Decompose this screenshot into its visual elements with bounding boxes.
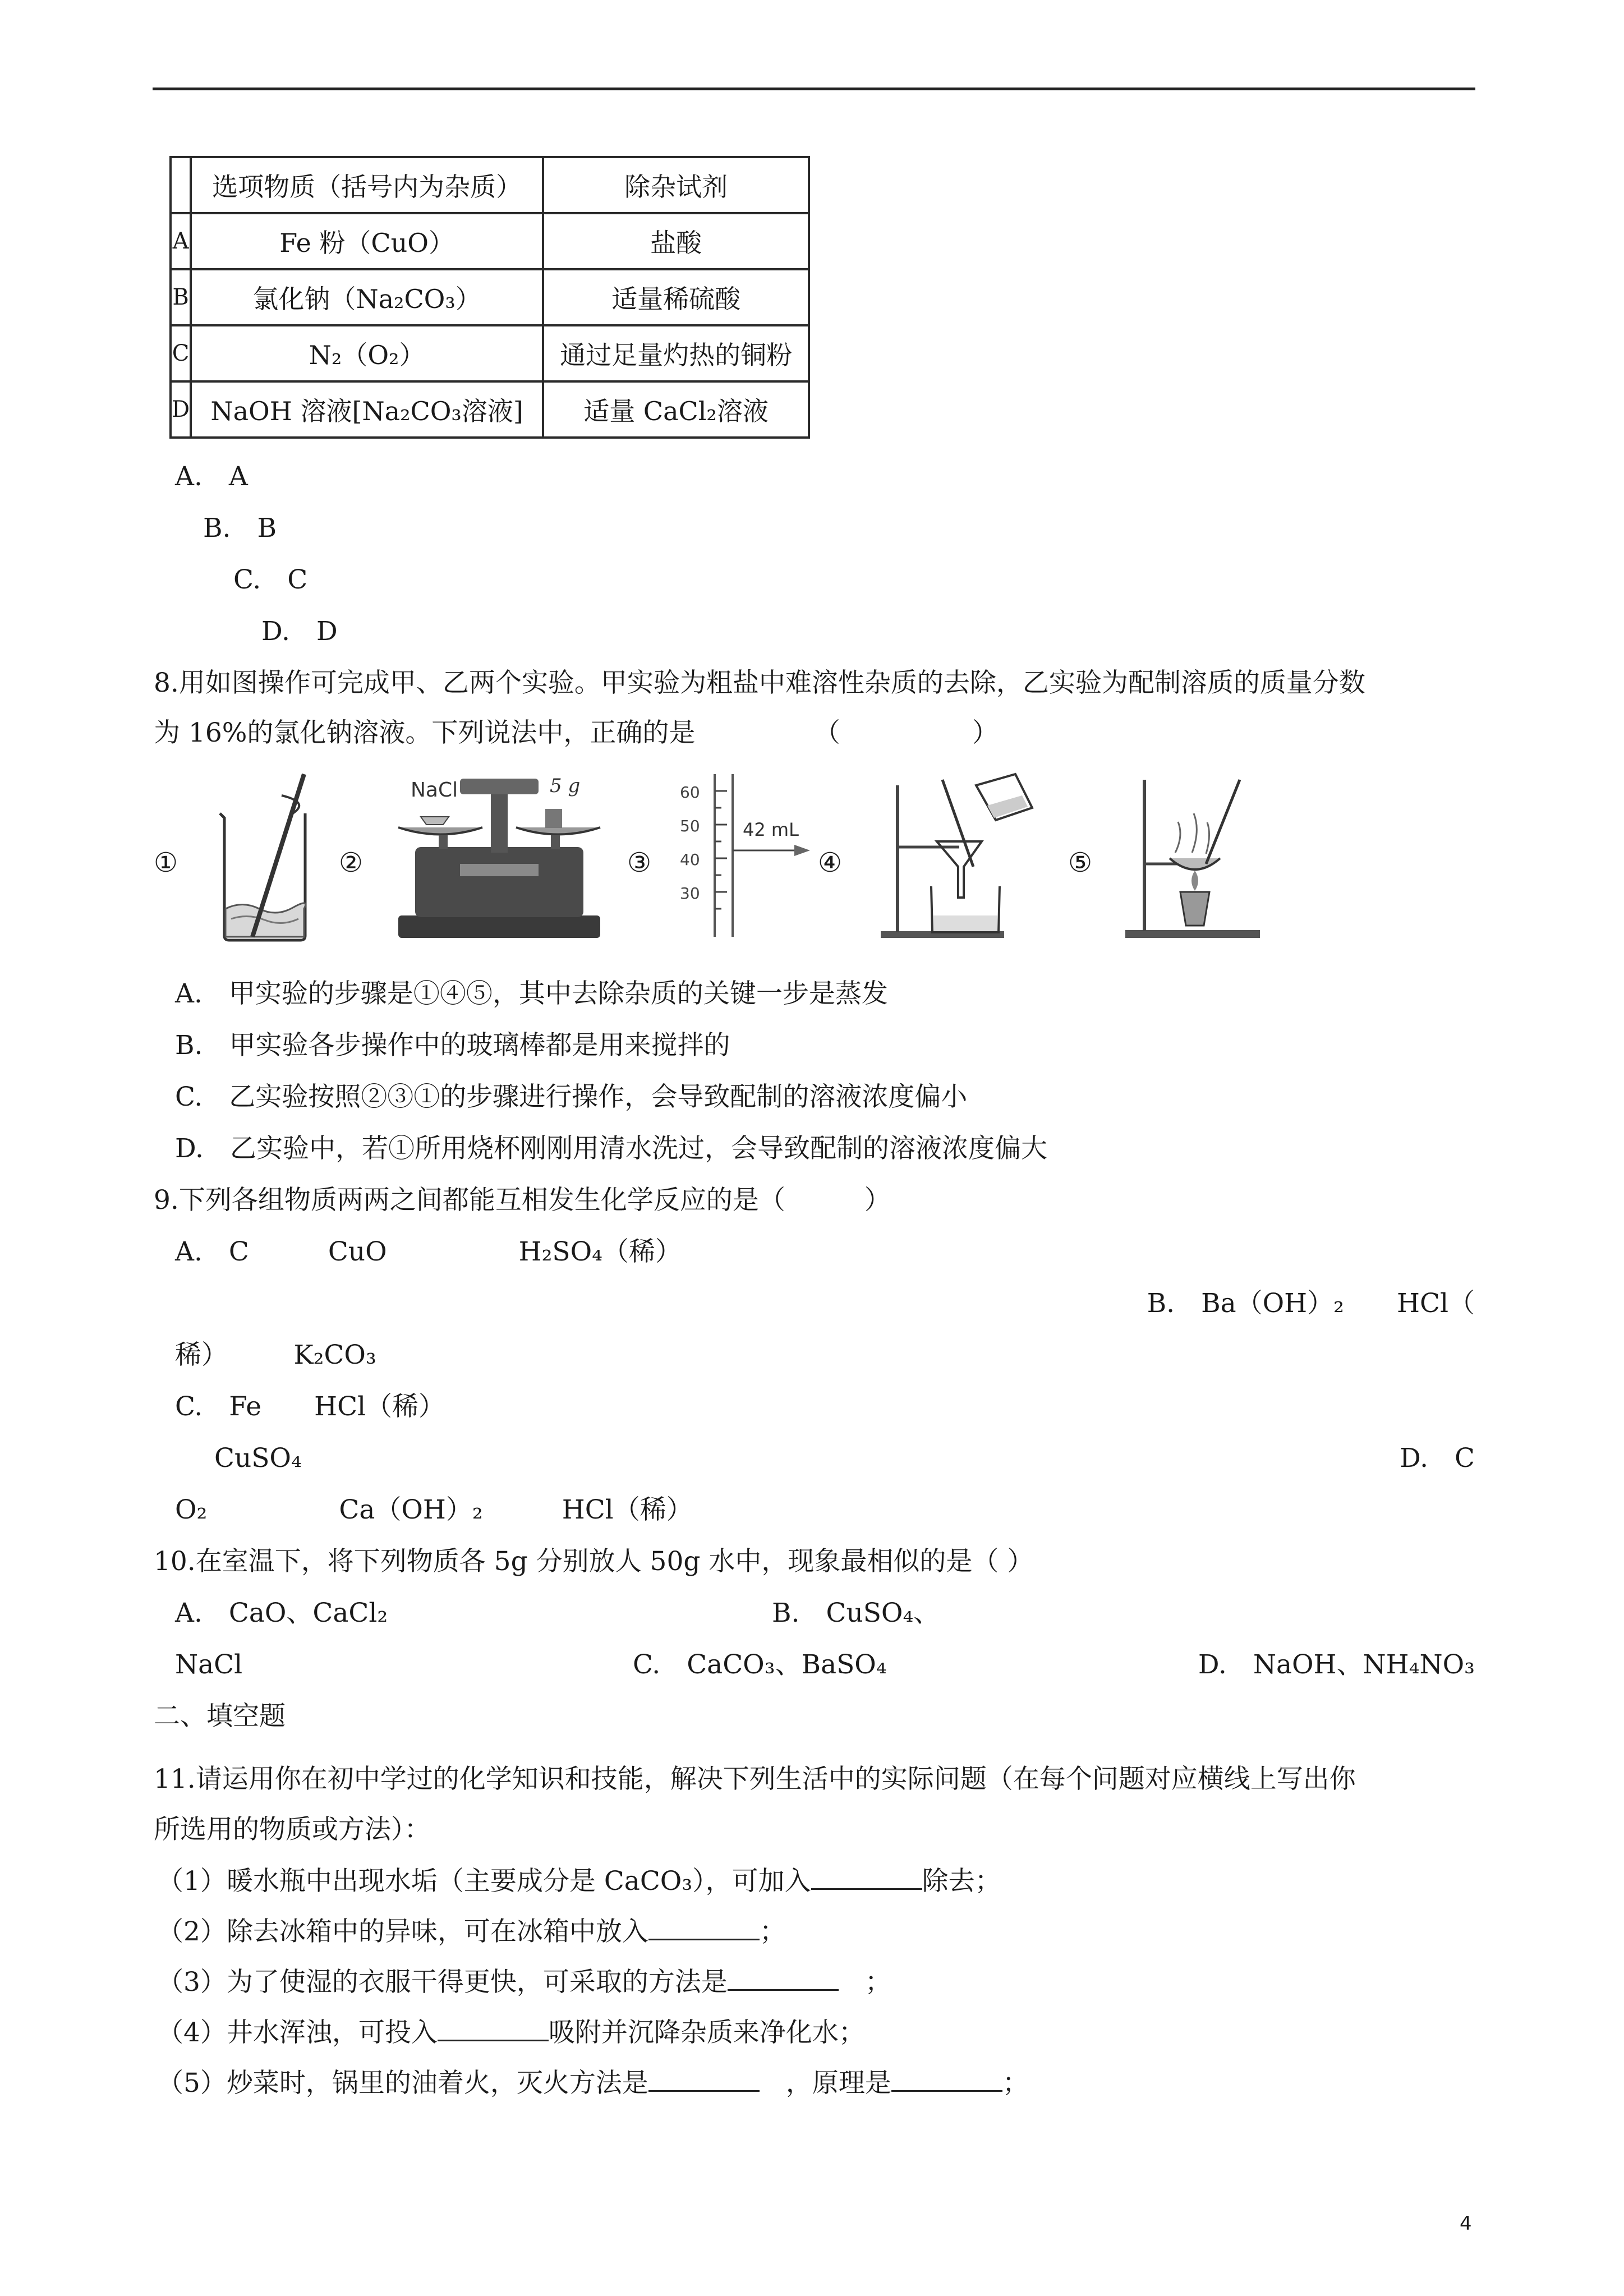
q10-option-b-line1[interactable]: B. CuSO₄、 [772, 1598, 940, 1628]
q11-item-text: ； [838, 1967, 891, 1998]
q11-item-text: （1）暖水瓶中出现水垢（主要成分是 CaCO₃），可加入 [157, 1866, 811, 1897]
q7-option-b[interactable]: B. B [203, 513, 277, 544]
q11-item-text: ，原理是 [759, 2068, 891, 2099]
filtration-illustration [875, 769, 1043, 942]
options-table [169, 156, 810, 439]
header-rule [153, 88, 1475, 90]
q9-option-b-line2[interactable]: 稀） K₂CO₃ [175, 1340, 376, 1370]
row-label: C [171, 325, 191, 381]
q10-option-c[interactable]: C. CaCO₃、BaSO₄ [633, 1649, 887, 1680]
q7-option-c[interactable]: C. C [233, 564, 308, 595]
figure-marker-2: ② [339, 847, 364, 878]
q9-option-d-line2[interactable]: O₂ Ca（OH）₂ HCl（稀） [175, 1494, 693, 1525]
q11-stem-line2: 所选用的物质或方法）： [154, 1814, 431, 1845]
q11-stem-line1: 11.请运用你在初中学过的化学知识和技能，解决下列生活中的实际问题（在每个问题对应横线上写出你 [154, 1764, 1356, 1795]
q9-option-b-line1[interactable]: B. Ba（OH）₂ HCl（ [1147, 1288, 1475, 1319]
answer-blank[interactable] [438, 2015, 549, 2041]
reagent-cell: 盐酸 [543, 213, 809, 269]
reagent-cell: 适量 CaCl₂溶液 [543, 381, 809, 438]
cylinder-tick-60: 60 [680, 783, 700, 802]
cylinder-reading-label: 42 mL [743, 819, 799, 840]
table-row [171, 325, 809, 381]
reagent-cell: 通过足量灼热的铜粉 [543, 325, 809, 381]
q7-option-a[interactable]: A. A [175, 461, 248, 492]
page-number: 4 [1460, 2212, 1472, 2235]
q11-item-text: （5）炒菜时，锅里的油着火，灭火方法是 [157, 2068, 648, 2099]
q9-option-c-line2[interactable]: CuSO₄ [214, 1443, 302, 1474]
q8-option-a[interactable]: A. 甲实验的步骤是①④⑤，其中去除杂质的关键一步是蒸发 [175, 978, 888, 1009]
row-label: B [171, 269, 191, 325]
q11-item-5 [157, 2065, 1029, 2100]
table-header-substance: 选项物质（括号内为杂质） [191, 157, 543, 213]
figure-marker-3: ③ [627, 847, 652, 878]
q10-option-a[interactable]: A. CaO、CaCl₂ [175, 1598, 388, 1628]
cylinder-tick-50: 50 [680, 817, 700, 835]
q8-stem-line1: 8.用如图操作可完成甲、乙两个实验。甲实验为粗盐中难溶性杂质的去除，乙实验为配制溶质的质量分数 [154, 668, 1365, 698]
table-cell [171, 157, 191, 213]
answer-blank[interactable] [891, 2065, 1002, 2092]
section-heading: 二、填空题 [154, 1701, 286, 1732]
q9-option-d-line1[interactable]: D. C [1400, 1443, 1475, 1474]
q8-option-c[interactable]: C. 乙实验按照②③①的步骤进行操作，会导致配制的溶液浓度偏小 [175, 1082, 968, 1112]
table-header-reagent: 除杂试剂 [543, 157, 809, 213]
graduated-cylinder-illustration [665, 769, 817, 942]
table-row [171, 269, 809, 325]
answer-blank[interactable] [811, 1864, 922, 1890]
q11-item-3 [157, 1964, 891, 1999]
figure-marker-1: ① [154, 847, 178, 878]
q9-option-a[interactable]: A. C CuO H₂SO₄（稀） [175, 1236, 682, 1267]
q11-item-text: （2）除去冰箱中的异味，可在冰箱中放入 [157, 1916, 648, 1947]
balance-nacl-label: NaCl [411, 779, 458, 802]
q11-item-4 [157, 2015, 865, 2050]
row-label: A [171, 213, 191, 269]
q9-option-c-line1[interactable]: C. Fe HCl（稀） [175, 1391, 445, 1422]
substance-cell: Fe 粉（CuO） [191, 213, 543, 269]
figure-marker-4: ④ [818, 847, 843, 878]
table-row [171, 381, 809, 438]
cylinder-tick-40: 40 [680, 850, 700, 869]
substance-cell: NaOH 溶液[Na₂CO₃溶液] [191, 381, 543, 438]
q8-option-d[interactable]: D. 乙实验中，若①所用烧杯刚刚用清水洗过，会导致配制的溶液浓度偏大 [175, 1133, 1047, 1164]
q7-option-d[interactable]: D. D [261, 616, 338, 647]
substance-cell: N₂（O₂） [191, 325, 543, 381]
beaker-stirring-illustration [209, 769, 321, 942]
q9-stem: 9.下列各组物质两两之间都能互相发生化学反应的是（ ） [154, 1185, 891, 1216]
answer-blank[interactable] [728, 1964, 839, 1991]
table-header-row [171, 157, 809, 213]
q11-item-2 [157, 1914, 786, 1949]
cylinder-tick-30: 30 [680, 884, 700, 903]
q11-item-text: ； [759, 1916, 786, 1947]
q11-item-text: （4）井水浑浊，可投入 [157, 2017, 438, 2048]
balance-illustration [387, 769, 611, 942]
q11-item-1 [157, 1864, 1001, 1898]
figure-marker-5: ⑤ [1068, 847, 1093, 878]
substance-cell: 氯化钠（Na₂CO₃） [191, 269, 543, 325]
q11-item-text: （3）为了使湿的衣服干得更快，可采取的方法是 [157, 1967, 728, 1998]
evaporation-illustration [1122, 769, 1268, 942]
reagent-cell: 适量稀硫酸 [543, 269, 809, 325]
row-label: D [171, 381, 191, 438]
q8-stem-line2: 为 16%的氯化钠溶液。下列说法中，正确的是 （ ） [154, 717, 999, 748]
q8-option-b[interactable]: B. 甲实验各步操作中的玻璃棒都是用来搅拌的 [175, 1030, 730, 1061]
q11-item-text: 吸附并沉降杂质来净化水； [548, 2017, 865, 2048]
q10-stem: 10.在室温下，将下列物质各 5g 分别放人 50g 水中，现象最相似的是（ ） [154, 1546, 1034, 1577]
q10-option-d[interactable]: D. NaOH、NH₄NO₃ [1198, 1649, 1475, 1680]
answer-blank[interactable] [648, 2065, 760, 2092]
q10-option-b-line2[interactable]: NaCl [175, 1649, 243, 1680]
answer-blank[interactable] [648, 1914, 760, 1940]
table-row [171, 213, 809, 269]
balance-weight-label: 5 g [550, 775, 581, 797]
q11-item-text: ； [1002, 2068, 1029, 2099]
q11-item-text: 除去； [922, 1866, 1001, 1897]
